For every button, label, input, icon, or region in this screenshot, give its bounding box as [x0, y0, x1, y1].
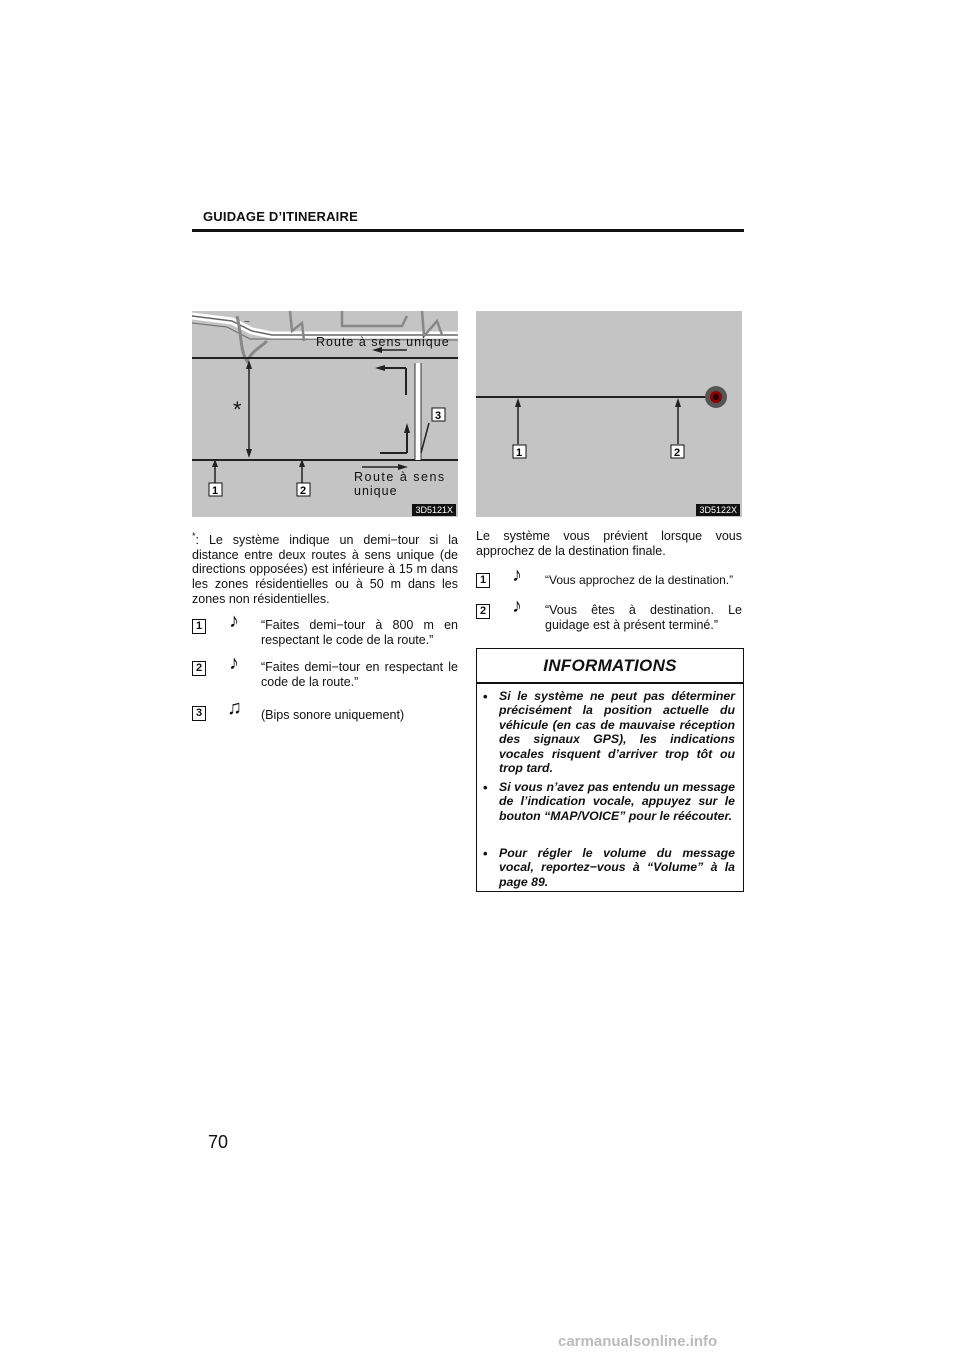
item-number: 3 — [192, 706, 206, 721]
figure-marker-1: 1 — [516, 447, 523, 459]
asterisk-label: * — [233, 397, 242, 422]
double-note-icon: ♫ — [227, 697, 242, 719]
figure-marker-3: 3 — [435, 410, 442, 422]
bullet-icon: • — [483, 688, 488, 704]
figure-marker-2: 2 — [674, 447, 681, 459]
item-text: “Faites demi−tour à 800 m en respectant le code de la route.” — [261, 618, 458, 647]
item-number: 2 — [192, 661, 206, 676]
item-number: 1 — [192, 619, 206, 634]
figure-one-way-roads — [192, 311, 458, 517]
figure-code-left: 3D5121X — [412, 504, 456, 516]
label-one-way-top: Route à sens unique — [316, 335, 450, 349]
item-text: “Vous approchez de la destination.” — [545, 573, 734, 587]
intro-text: Le système vous prévient lorsque vous approchez de la destination finale. — [476, 529, 742, 558]
svg-text:~: ~ — [244, 317, 250, 328]
header-rule — [192, 229, 744, 232]
item-text: “Vous êtes à destination. Le guidage est à présent terminé.” — [545, 603, 742, 632]
section-title: GUIDAGE D’ITINERAIRE — [203, 209, 358, 224]
figure-code-right: 3D5122X — [696, 504, 740, 516]
information-box — [476, 648, 744, 892]
footnote-mark: * — [192, 531, 196, 541]
info-item: Si vous n’avez pas entendu un message de l’indication vocale, appuyez sur le bouton “MAP/VOICE” pour le réécouter. — [499, 779, 735, 823]
figure-destination — [476, 311, 742, 517]
single-note-icon: ♪ — [229, 610, 239, 632]
figure-marker-1: 1 — [212, 485, 219, 497]
bullet-icon: • — [483, 845, 488, 861]
map-illustration-left — [192, 311, 458, 517]
footnote-text: : Le système indique un demi−tour si la distance entre deux routes à sens unique (de directions opposées) est inférieure à 15 m dans les zones résidentielles ou à 50 m dans les zones non résidentielles. — [192, 533, 458, 606]
item-number: 2 — [476, 604, 490, 619]
label-one-way-bottom-1: Route à sens — [354, 470, 446, 484]
label-one-way-bottom-2: unique — [354, 484, 398, 498]
item-number: 1 — [476, 573, 490, 588]
info-item: Si le système ne peut pas déterminer précisément la position actuelle du véhicule (en cas de mauvaise réception des signaux GPS), les indications vocales risquent d’arriver trop tôt ou trop tard. — [499, 688, 735, 776]
single-note-icon: ♪ — [229, 652, 239, 674]
map-illustration-right — [476, 311, 742, 517]
info-title: INFORMATIONS — [543, 656, 677, 675]
page-number: 70 — [208, 1132, 229, 1152]
figure-marker-2: 2 — [300, 485, 307, 497]
item-text: “Faites demi−tour en respectant le code de la route.” — [261, 660, 458, 689]
bullet-icon: • — [483, 779, 488, 795]
single-note-icon: ♪ — [512, 595, 522, 617]
watermark: carmanualsonline.info — [558, 1333, 718, 1350]
info-title-rule — [477, 682, 743, 684]
info-item: Pour régler le volume du message vocal, reportez−vous à “Volume” à la page 89. — [499, 845, 735, 889]
single-note-icon: ♪ — [512, 564, 522, 586]
footnote — [192, 529, 458, 606]
item-text: (Bips sonore uniquement) — [261, 708, 405, 722]
